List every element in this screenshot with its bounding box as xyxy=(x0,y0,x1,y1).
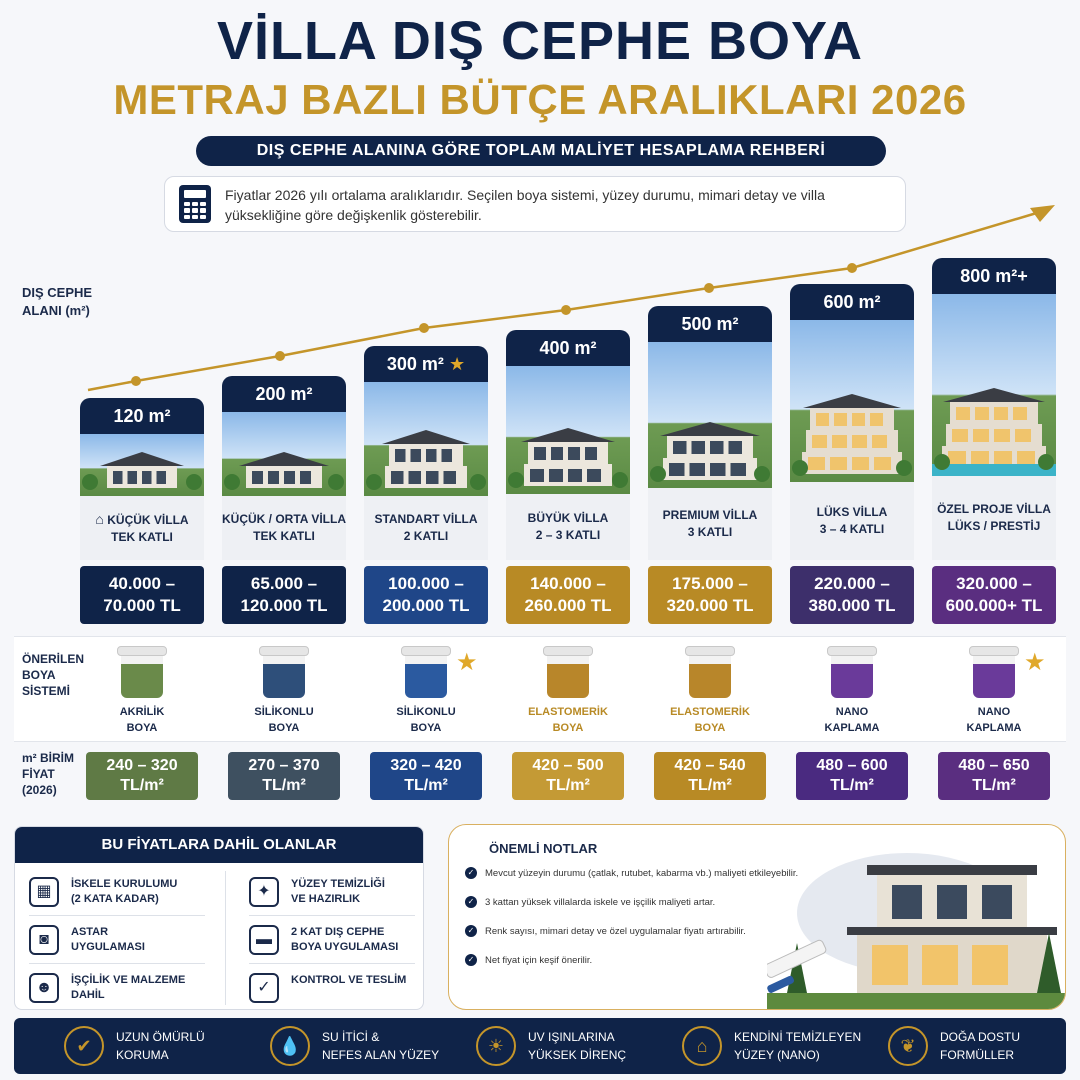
card-area: 600 m² xyxy=(790,284,914,320)
unit-price: 320 – 420 TL/m² xyxy=(370,752,482,800)
paint-system-name: ELASTOMERİK BOYA xyxy=(670,706,750,734)
area-axis-label: DIŞ CEPHE ALANI (m²) xyxy=(22,285,93,318)
card-villa-type: ⌂ KÜÇÜK VİLLA TEK KATLI xyxy=(80,496,204,560)
shield-check-icon: ✓ xyxy=(249,973,279,1003)
villa-photo xyxy=(222,412,346,496)
primer-bucket-icon: ◙ xyxy=(29,925,59,955)
unit-price: 420 – 540 TL/m² xyxy=(654,752,766,800)
included-item: ◙ ASTAR UYGULAMASI xyxy=(29,919,209,963)
paint-system-name: ELASTOMERİK BOYA xyxy=(528,706,608,734)
scaffold-icon: ▦ xyxy=(29,877,59,907)
villa-card xyxy=(932,258,1056,624)
water-drop-icon: 💧 xyxy=(270,1026,310,1066)
paint-bucket-icon xyxy=(261,646,307,698)
guide-banner: DIŞ CEPHE ALANINA GÖRE TOPLAM MALİYET HESAPLAMA REHBERİ xyxy=(196,136,886,166)
villa-photo xyxy=(790,320,914,482)
villa-card xyxy=(364,346,488,624)
villa-card xyxy=(222,376,346,624)
unit-row-label: m² BİRİM FİYAT (2026) xyxy=(22,751,74,797)
card-price: 175.000 – 320.000 TL xyxy=(648,566,772,624)
star-icon: ★ xyxy=(448,354,466,374)
paint-bucket-icon xyxy=(119,646,165,698)
worker-icon: ☻ xyxy=(29,973,59,1003)
leaf-icon: ❦ xyxy=(888,1026,928,1066)
villa-card xyxy=(80,398,204,624)
system-row-label: ÖNERİLEN BOYA SİSTEMİ xyxy=(22,652,85,698)
unit-price: 480 – 600 TL/m² xyxy=(796,752,908,800)
house-icon: ⌂ xyxy=(95,510,104,527)
page-subtitle: METRAJ BAZLI BÜTÇE ARALIKLARI 2026 xyxy=(113,76,967,123)
paint-bucket-icon xyxy=(403,646,449,698)
shield-icon: ✔ xyxy=(64,1026,104,1066)
included-box xyxy=(14,826,424,1010)
included-item: ▦ İSKELE KURULUMU (2 KATA KADAR) xyxy=(29,871,209,915)
card-price: 100.000 – 200.000 TL xyxy=(364,566,488,624)
villa-photo xyxy=(506,366,630,494)
card-price: 140.000 – 260.000 TL xyxy=(506,566,630,624)
card-price: 65.000 – 120.000 TL xyxy=(222,566,346,624)
included-title: BU FİYATLARA DAHİL OLANLAR xyxy=(15,827,423,863)
check-icon: ✓ xyxy=(465,896,477,908)
benefits-bar xyxy=(14,1018,1066,1074)
paint-system-name: NANO KAPLAMA xyxy=(824,706,880,734)
villa-card xyxy=(790,284,914,624)
card-villa-type: BÜYÜK VİLLA 2 – 3 KATLI xyxy=(506,494,630,560)
unit-price: 270 – 370 TL/m² xyxy=(228,752,340,800)
paint-system-name: SİLİKONLU BOYA xyxy=(254,706,314,734)
card-price: 220.000 – 380.000 TL xyxy=(790,566,914,624)
villa-photo xyxy=(80,434,204,496)
villa-photo xyxy=(364,382,488,496)
included-item: ▬ 2 KAT DIŞ CEPHE BOYA UYGULAMASI xyxy=(249,919,424,963)
benefit-item: 💧 SU İTİCİ & NEFES ALAN YÜZEY xyxy=(270,1024,470,1068)
sun-icon: ☀ xyxy=(476,1026,516,1066)
paint-system-name: SİLİKONLU BOYA xyxy=(396,706,456,734)
house-sparkle-icon: ⌂ xyxy=(682,1026,722,1066)
check-icon: ✓ xyxy=(465,925,477,937)
paint-bucket-icon xyxy=(687,646,733,698)
card-villa-type: PREMIUM VİLLA 3 KATLI xyxy=(648,488,772,560)
intro-note-text: Fiyatlar 2026 yılı ortalama aralıklarıdır. Seçilen boya sistemi, yüzey durumu, mimari detay ve villa yüksekliğine göre değişkenlik gösterebilir. xyxy=(225,187,825,223)
card-area: 300 m² ★ xyxy=(364,346,488,382)
note-item: ✓ Mevcut yüzeyin durumu (çatlak, rutubet, kabarma vb.) maliyeti etkileyebilir. xyxy=(465,867,845,881)
villa-card xyxy=(648,306,772,624)
page-title: VİLLA DIŞ CEPHE BOYA xyxy=(216,11,864,71)
benefit-item: ✔ UZUN ÖMÜRLÜ KORUMA xyxy=(64,1024,264,1068)
card-area: 200 m² xyxy=(222,376,346,412)
unit-price: 480 – 650 TL/m² xyxy=(938,752,1050,800)
included-item: ✦ YÜZEY TEMİZLİĞİ VE HAZIRLIK xyxy=(249,871,424,915)
unit-price: 240 – 320 TL/m² xyxy=(86,752,198,800)
card-price: 40.000 – 70.000 TL xyxy=(80,566,204,624)
included-item: ✓ KONTROL VE TESLİM xyxy=(249,967,424,1010)
paint-roller-icon: ▬ xyxy=(249,925,279,955)
important-notes xyxy=(448,824,1066,1010)
surface-clean-icon: ✦ xyxy=(249,877,279,907)
paint-bucket-icon xyxy=(545,646,591,698)
paint-system-name: AKRİLİK BOYA xyxy=(119,706,165,734)
unit-price: 420 – 500 TL/m² xyxy=(512,752,624,800)
card-villa-type: STANDART VİLLA 2 KATLI xyxy=(364,496,488,560)
card-villa-type: KÜÇÜK / ORTA VİLLA TEK KATLI xyxy=(222,496,346,560)
card-villa-type: LÜKS VİLLA 3 – 4 KATLI xyxy=(790,482,914,560)
check-icon: ✓ xyxy=(465,867,477,879)
card-area: 800 m²+ xyxy=(932,258,1056,294)
card-area: 400 m² xyxy=(506,330,630,366)
check-icon: ✓ xyxy=(465,954,477,966)
notes-title: ÖNEMLİ NOTLAR xyxy=(489,841,598,856)
star-icon: ★ xyxy=(1024,649,1046,676)
villa-photo xyxy=(648,342,772,488)
benefit-item: ☀ UV IŞINLARINA YÜKSEK DİRENÇ xyxy=(476,1024,676,1068)
benefit-item: ❦ DOĞA DOSTU FORMÜLLER xyxy=(888,1024,1080,1068)
included-item: ☻ İŞÇİLİK VE MALZEME DAHİL xyxy=(29,967,209,1010)
card-price: 320.000 – 600.000+ TL xyxy=(932,566,1056,624)
note-item: ✓ Renk sayısı, mimari detay ve özel uygulamalar fiyatı artırabilir. xyxy=(465,925,845,939)
benefit-item: ⌂ KENDİNİ TEMİZLEYEN YÜZEY (NANO) xyxy=(682,1024,882,1068)
card-villa-type: ÖZEL PROJE VİLLA LÜKS / PRESTİJ xyxy=(932,476,1056,560)
paint-bucket-icon xyxy=(829,646,875,698)
star-icon: ★ xyxy=(456,649,478,676)
note-item: ✓ 3 kattan yüksek villalarda iskele ve işçilik maliyeti artar. xyxy=(465,896,845,910)
card-area: 500 m² xyxy=(648,306,772,342)
note-item: ✓ Net fiyat için keşif önerilir. xyxy=(465,954,845,968)
card-area: 120 m² xyxy=(80,398,204,434)
villa-card xyxy=(506,330,630,624)
paint-bucket-icon xyxy=(971,646,1017,698)
villa-illustration xyxy=(767,833,1066,1010)
villa-photo xyxy=(932,294,1056,476)
paint-system-name: NANO KAPLAMA xyxy=(966,706,1022,734)
